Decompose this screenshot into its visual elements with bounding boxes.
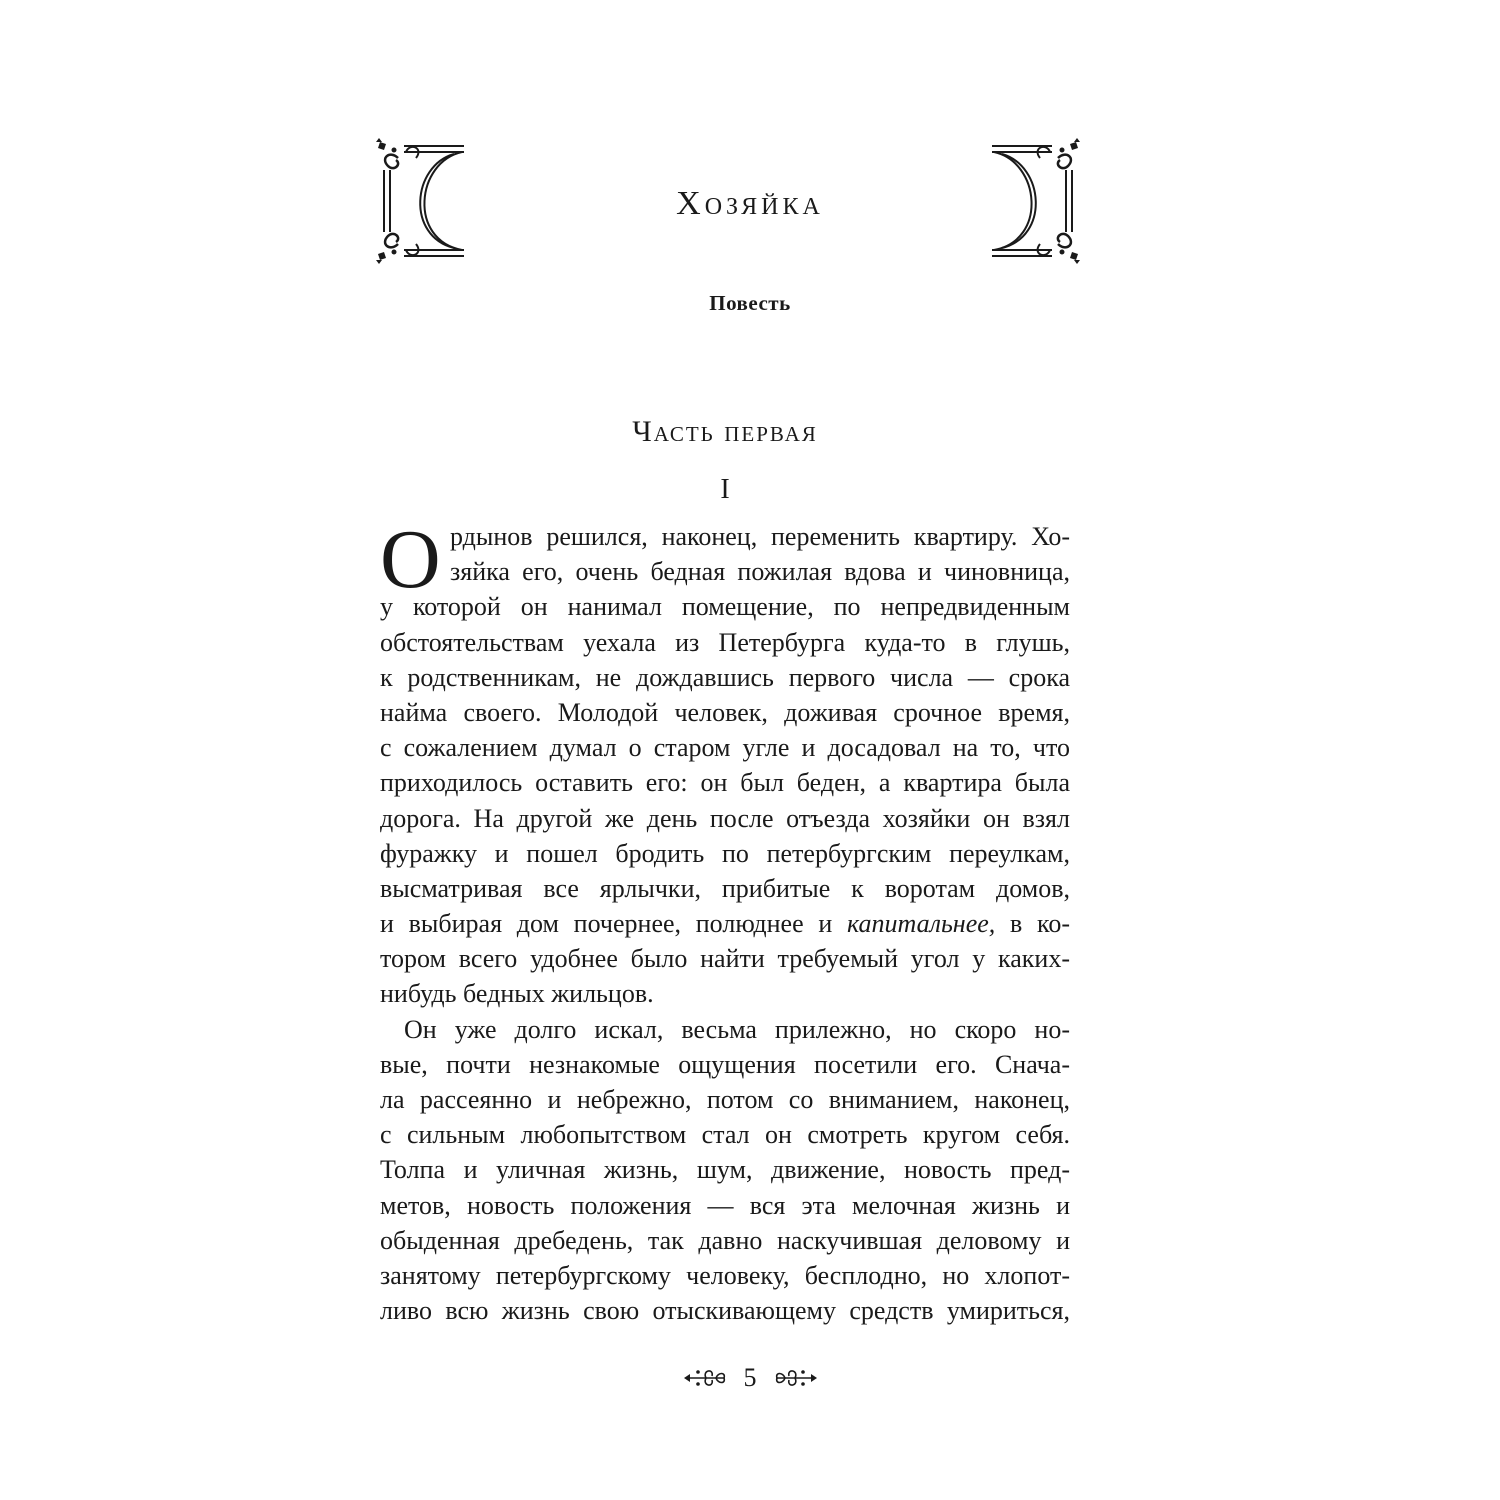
text-line: ливо всю жизнь свою отыскивающему средств умириться, [380, 1296, 1070, 1326]
chapter-number: I [720, 474, 730, 505]
text-line: фуражку и пошел бродить по петербургским переулкам, [380, 838, 1070, 868]
text-line: с сильным любопытством стал он смотреть кругом себя. [380, 1120, 1070, 1150]
body-text [380, 513, 1071, 1328]
fleuron-left-icon [684, 1366, 730, 1390]
text-line: у которой он нанимал помещение, по непредвиденным [380, 592, 1070, 622]
text-line: метов, новость положения — вся эта мелочная жизнь и [380, 1190, 1070, 1220]
text-line: приходилось оставить его: он был беден, а квартира была [380, 768, 1070, 798]
text-line: Толпа и уличная жизнь, шум, движение, новость пред- [380, 1155, 1070, 1185]
text-run: в ко- [995, 909, 1071, 939]
page-footer [650, 1358, 850, 1398]
paragraph-2 [380, 1012, 1070, 1329]
text-line: вые, почти незнакомые ощущения посетили его. Снача- [380, 1049, 1070, 1079]
text-line: к родственникам, не дождавшись первого числа — срока [380, 662, 1070, 692]
text-line: обстоятельствам уехала из Петербурга куда-то в глушь, [380, 627, 1070, 657]
text-line: обыденная дребедень, так давно наскучившая деловому и [380, 1225, 1070, 1255]
text-line: занятому петербургскому человеку, бесплодно, но хлопот- [380, 1260, 1070, 1290]
fleuron-right-icon [771, 1366, 817, 1390]
text-line: Он уже долго искал, весьма прилежно, но скоро но- [404, 1014, 1070, 1044]
genre-subtitle: Повесть [709, 291, 791, 315]
paragraph-1 [380, 513, 1071, 1012]
text-line: рдынов решился, наконец, переменить квартиру. Хо- [450, 522, 1070, 551]
text-line: ла рассеянно и небрежно, потом со вниманием, наконец, [380, 1085, 1070, 1114]
page-number: 5 [743, 1363, 757, 1392]
text-line [380, 906, 1070, 941]
text-line: высматривая все ярлычки, прибитые к воротам домов, [380, 873, 1070, 903]
story-title: Хозяйка [676, 185, 824, 222]
text-line: тором всего удобнее было найти требуемый угол у каких- [380, 944, 1070, 974]
text-line: дорога. На другой же день после отъезда хозяйки он взял [380, 803, 1070, 833]
drop-cap: О [380, 513, 441, 606]
text-line: с сожалением думал о старом угле и досадовал на то, что [380, 733, 1070, 763]
text-run: и выбирая дом почернее, полюднее и [380, 909, 848, 939]
text-line: найма своего. Молодой человек, доживая срочное время, [380, 697, 1070, 727]
text-line: нибудь бедных жильцов. [380, 979, 654, 1009]
part-title: Часть первая [632, 415, 818, 448]
text-line: зяйка его, очень бедная пожилая вдова и чиновница, [450, 557, 1070, 587]
italic-word: капитальнее, [847, 909, 996, 939]
